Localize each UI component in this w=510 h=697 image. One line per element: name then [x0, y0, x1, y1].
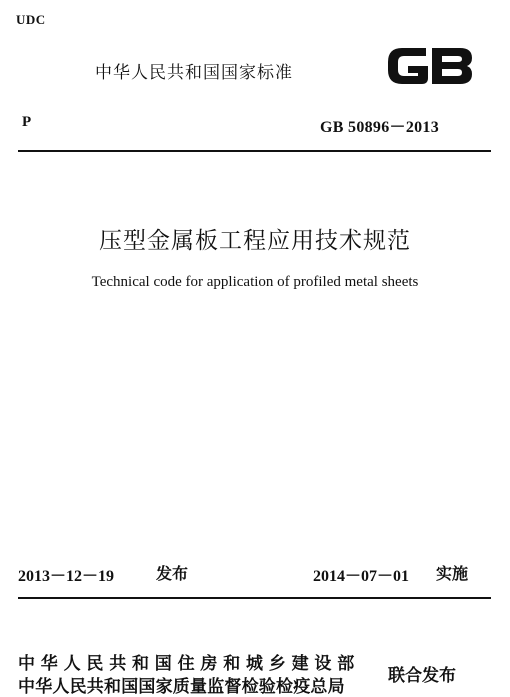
issuer-ministry-of-housing: 中华人民共和国住房和城乡建设部: [18, 654, 360, 674]
national-standard-heading: 中华人民共和国国家标准: [95, 63, 293, 83]
implementation-date: 2014－07－01: [313, 568, 410, 585]
title-english: Technical code for application of profiled metal sheets: [91, 274, 419, 290]
bottom-divider: [18, 597, 491, 599]
gb-logo-icon: [382, 38, 477, 94]
issue-label: 发布: [156, 564, 189, 583]
issue-date: 2013－12－19: [18, 568, 115, 585]
joint-issue-label: 联合发布: [388, 666, 456, 686]
title-chinese: 压型金属板工程应用技术规范: [99, 228, 411, 254]
udc-label: UDC: [16, 12, 46, 27]
standard-number: GB 50896－2013: [320, 119, 440, 136]
category-code: P: [22, 114, 32, 130]
implementation-label: 实施: [436, 564, 469, 583]
issuer-quality-supervision-administration: 中华人民共和国国家质量监督检验检疫总局: [18, 677, 345, 697]
top-divider: [18, 150, 491, 152]
